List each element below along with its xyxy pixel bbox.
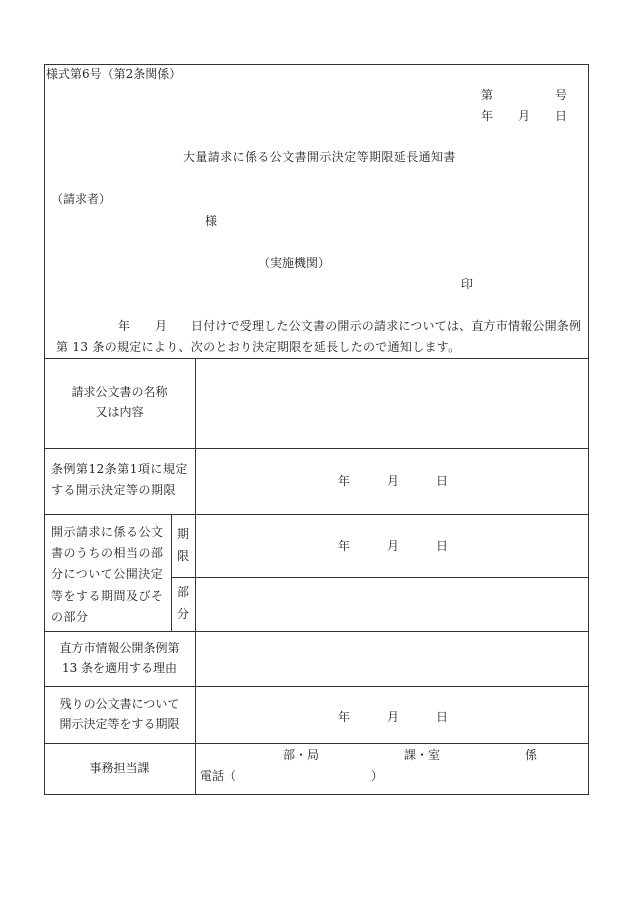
label-char: 限 <box>176 548 189 563</box>
row-reason-label <box>44 631 195 686</box>
document-title: 大量請求に係る公文書開示決定等期限延長通知書 <box>183 150 456 164</box>
unit-label: 係 <box>525 748 538 762</box>
portion-field[interactable] <box>196 578 589 631</box>
table-rule <box>44 514 589 515</box>
label-line: 請求公文書の名称 <box>71 385 168 400</box>
period-year: 年 <box>338 539 351 553</box>
label-line: の部分 <box>51 609 89 624</box>
table-rule <box>44 448 589 449</box>
seal-mark: 印 <box>461 277 474 291</box>
row-remaining-deadline-label <box>44 686 195 743</box>
remaining-day: 日 <box>436 710 449 724</box>
period-month: 月 <box>387 539 400 553</box>
row-office-label <box>44 743 195 795</box>
deadline-year: 年 <box>338 474 351 488</box>
number-prefix: 第 <box>481 88 494 102</box>
form-label: 様式第6号（第2条関係） <box>46 67 182 81</box>
label-line: 13 条を適用する理由 <box>61 660 178 675</box>
section-label: 課・室 <box>404 748 441 762</box>
phone-label: 電話（ <box>200 769 237 783</box>
sub-label-portion <box>171 577 195 631</box>
period-day: 日 <box>436 539 449 553</box>
deadline-day: 日 <box>436 474 449 488</box>
requester-honorific: 様 <box>205 214 218 228</box>
label-line: 直方市情報公開条例第 <box>59 640 180 655</box>
notice-line1: 日付けで受理した公文書の開示の請求については、直方市情報公開条例 <box>191 319 582 333</box>
notice-line2: 第 13 条の規定により、次のとおり決定期限を延長したので通知します。 <box>56 340 461 354</box>
row-original-deadline-label <box>51 459 188 501</box>
sub-label-period <box>171 514 195 577</box>
phone-close: ） <box>371 769 384 783</box>
row-document-name-label <box>44 358 195 448</box>
date-year: 年 <box>481 109 494 123</box>
agency-label: （実施機関） <box>258 256 331 270</box>
row-partial-decision-label <box>51 522 164 628</box>
label-char: 部 <box>176 585 189 600</box>
number-suffix: 号 <box>555 88 568 102</box>
notice-year: 年 <box>118 319 131 333</box>
label-line: 開示決定等をする期限 <box>59 716 180 731</box>
deadline-month: 月 <box>387 474 400 488</box>
remaining-month: 月 <box>387 710 400 724</box>
remaining-year: 年 <box>338 710 351 724</box>
reason-field[interactable] <box>196 632 589 686</box>
label-line: 残りの公文書について <box>59 696 180 711</box>
label-line: 分について公開決定 <box>51 567 164 582</box>
label-char: 期 <box>176 526 189 541</box>
label-char: 分 <box>176 607 189 621</box>
label-line: 開示請求に係る公文 <box>51 525 164 539</box>
label-line: 条例第12条第1項に規定 <box>51 462 188 476</box>
label-line: 書のうちの相当の部 <box>51 546 164 561</box>
notice-month: 月 <box>155 319 168 333</box>
document-name-field[interactable] <box>196 359 589 448</box>
label-line: 事務担当課 <box>89 761 150 776</box>
date-day: 日 <box>555 109 568 123</box>
label-line: 又は内容 <box>95 405 144 419</box>
dept-label: 部・局 <box>283 748 320 762</box>
requester-label: （請求者） <box>51 192 112 206</box>
date-month: 月 <box>518 109 531 123</box>
label-line: 等をする期間及びそ <box>51 588 164 603</box>
label-line: する開示決定等の期限 <box>51 483 177 497</box>
